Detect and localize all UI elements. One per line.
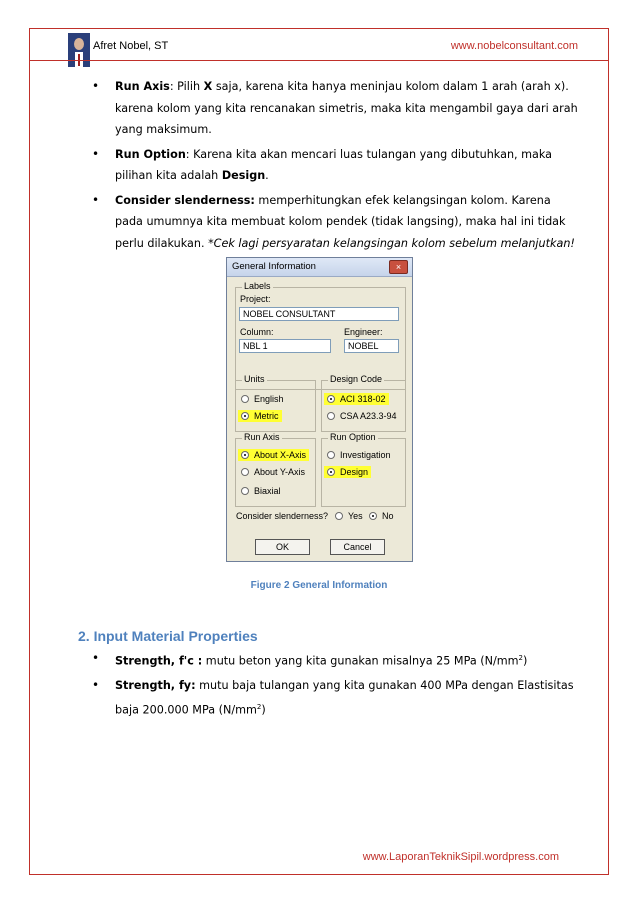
list-item: • Run Axis: Pilih X saja, karena kita hanya meninjau kolom dalam 1 arah (arah x). karena kolom yang kita rencanakan simetris, maka kita mengambil gaya dari arah yang maksimum. bbox=[92, 76, 582, 141]
design-code-csa-radio[interactable]: CSA A23.3-94 bbox=[327, 410, 397, 422]
radio-checked-icon bbox=[369, 512, 377, 520]
run-option-group: Run Option bbox=[321, 438, 406, 507]
run-option-design-radio[interactable]: Design bbox=[327, 466, 371, 478]
run-axis-y-radio[interactable]: About Y-Axis bbox=[241, 466, 305, 478]
bullet-term: Run Option bbox=[115, 147, 186, 161]
design-code-group: Design Code bbox=[321, 380, 406, 432]
header-rule bbox=[29, 60, 609, 61]
bullet-list-bottom bbox=[92, 648, 582, 724]
bullet-term: Consider slenderness: bbox=[115, 193, 255, 207]
project-input[interactable]: NOBEL CONSULTANT bbox=[239, 307, 399, 321]
radio-checked-icon bbox=[241, 451, 249, 459]
engineer-label: Engineer: bbox=[344, 327, 383, 337]
author-photo bbox=[68, 33, 90, 67]
run-option-investigation-radio[interactable]: Investigation bbox=[327, 449, 391, 461]
bullet-term: Strength, f'c : bbox=[115, 654, 203, 668]
column-input[interactable]: NBL 1 bbox=[239, 339, 331, 353]
slenderness-no-radio[interactable]: No bbox=[369, 510, 394, 522]
engineer-input[interactable]: NOBEL bbox=[344, 339, 399, 353]
dialog-titlebar bbox=[227, 258, 412, 277]
project-label: Project: bbox=[240, 294, 271, 304]
general-information-dialog bbox=[226, 257, 413, 562]
radio-checked-icon bbox=[327, 468, 335, 476]
radio-icon bbox=[327, 412, 335, 420]
slenderness-label: Consider slenderness? bbox=[236, 511, 329, 521]
design-code-aci-radio[interactable]: ACI 318-02 bbox=[327, 393, 389, 405]
footer-website[interactable]: www.LaporanTeknikSipil.wordpress.com bbox=[362, 851, 559, 863]
list-item: • Strength, fy: mutu baja tulangan yang kita gunakan 400 MPa dengan Elastisitas baja 200.000 MPa $(N/mm^2)$ bbox=[92, 675, 582, 721]
units-group: Units bbox=[235, 380, 316, 432]
radio-icon bbox=[335, 512, 343, 520]
radio-icon bbox=[241, 395, 249, 403]
labels-group: Labels bbox=[235, 287, 406, 390]
radio-checked-icon bbox=[327, 395, 335, 403]
run-axis-biaxial-radio[interactable]: Biaxial bbox=[241, 485, 281, 497]
cancel-button[interactable]: Cancel bbox=[330, 539, 385, 555]
radio-icon bbox=[241, 487, 249, 495]
run-axis-group: Run Axis bbox=[235, 438, 316, 507]
figure-caption: Figure 2 General Information bbox=[250, 580, 388, 591]
list-item: • Strength, f'c : mutu beton yang kita gunakan misalnya 25 MPa $(N/mm^2)$ bbox=[92, 648, 582, 672]
bullet-list-top bbox=[92, 76, 582, 257]
column-label: Column: bbox=[240, 327, 274, 337]
radio-icon bbox=[327, 451, 335, 459]
bullet-term: Run Axis bbox=[115, 80, 170, 93]
bullet-term: Strength, fy: bbox=[115, 679, 196, 693]
header-author: Afret Nobel, ST bbox=[93, 40, 169, 52]
section-title: 2. Input Material Properties bbox=[78, 628, 258, 644]
list-item: • Run Option: Karena kita akan mencari luas tulangan yang dibutuhkan, maka pilihan kita adalah Design. bbox=[92, 144, 582, 187]
close-icon[interactable]: × bbox=[389, 260, 408, 274]
radio-checked-icon bbox=[241, 412, 249, 420]
units-metric-radio[interactable]: Metric bbox=[241, 410, 282, 422]
run-axis-x-radio[interactable]: About X-Axis bbox=[241, 449, 309, 461]
header-website: www.nobelconsultant.com bbox=[450, 40, 578, 52]
units-english-radio[interactable]: English bbox=[241, 393, 284, 405]
radio-icon bbox=[241, 468, 249, 476]
list-item: • Consider slenderness: memperhitungkan efek kelangsingan kolom. Karena pada umumnya kita membuat kolom pendek (tidak langsing), maka hal ini tidak perlu dilakukan. *Cek lagi persyaratan kelangsingan kolom sebelum melanjutkan! bbox=[92, 190, 582, 255]
slenderness-yes-radio[interactable]: Yes bbox=[335, 510, 363, 522]
ok-button[interactable]: OK bbox=[255, 539, 310, 555]
dialog-title: General Information bbox=[232, 261, 316, 272]
